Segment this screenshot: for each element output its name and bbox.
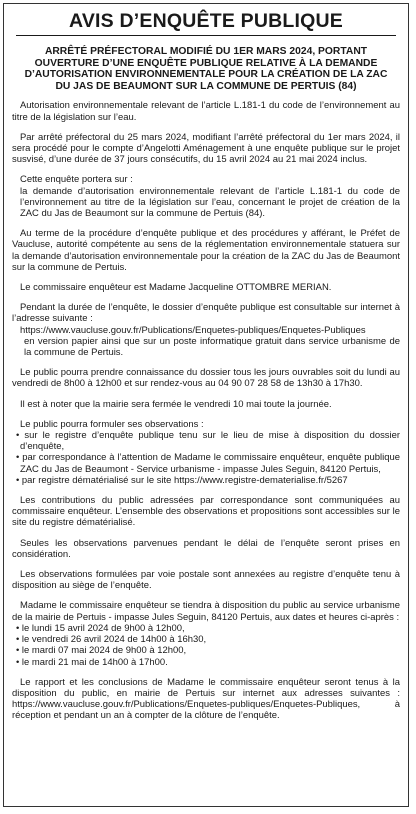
permanence-date-item: • le mardi 07 mai 2024 de 9h00 à 12h00, xyxy=(16,645,187,657)
permanence-date-item: • le mardi 21 mai de 14h00 à 17h00. xyxy=(16,656,168,668)
observation-method-item: • par registre dématérialisé sur le site https://www.registre-dematerialise.fr/5267 xyxy=(16,474,348,486)
paragraph-commissioner: Le commissaire enquêteur est Madame Jacqueline OTTOMBRE MERIAN. xyxy=(20,282,332,294)
paragraph-postal: Les observations formulées par voie postale sont annexées au registre d’enquête tenu à disposition au siège de l’enquête. xyxy=(12,569,400,592)
permanence-date-item: • le lundi 15 avril 2024 de 9h00 à 12h00, xyxy=(16,622,185,634)
paragraph-decision: Au terme de la procédure d’enquête publique et des procédures y afférant, le Préfet de Vaucluse, autorité compétente au sens de la réglementation environnementale statuera sur la demande d’autorisation environnementale pour la création de la ZAC du Jas de Beaumont sur la commune de Pertuis. xyxy=(12,228,400,273)
consultation-intro: Pendant la durée de l’enquête, le dossier d’enquête publique est consultable sur internet à l’adresse suivante : xyxy=(12,302,400,325)
paragraph-report: Le rapport et les conclusions de Madame le commissaire enquêteur seront tenus à la disposition du public, en mairie de Pertuis sur internet aux adresses suivantes : https://www.vaucluse.gouv.fr/Publications/Enquetes-publiques/Enquetes-Publiques, à réception et pendant un an à compter de la clôture de l’enquête. xyxy=(12,676,400,722)
permanence-date-item: • le vendredi 26 avril 2024 de 14h00 à 16h30, xyxy=(16,634,207,646)
decree-heading-line: ARRÊTÉ PRÉFECTORAL MODIFIÉ DU 1ER MARS 2024, PORTANT xyxy=(44,46,368,57)
paragraph-authorisation: Autorisation environnementale relevant de l’article L.181-1 du code de l’environnement au titre de la législation sur l’eau. xyxy=(12,100,400,123)
paragraph-scope xyxy=(12,174,400,219)
consultation-url-link[interactable]: https://www.vaucluse.gouv.fr/Publications/Enquetes-publiques/Enquetes-Publiques xyxy=(20,324,366,336)
scope-item: la demande d’autorisation environnementale relevant de l’article L.181-1 du code de l’environnement au titre de la législation sur l’eau, concernant le projet de création de la ZAC du Jas de Beaumont sur la commune de Pertuis (84). xyxy=(20,185,400,219)
decree-heading-line: DU JAS DE BEAUMONT SUR LA COMMUNE DE PERTUIS (84) xyxy=(55,80,357,92)
permanences-intro: Madame le commissaire enquêteur se tiendra à disposition du public au service urbanisme de la mairie de Pertuis - impasse Jules Seguin, 84120 Pertuis, aux dates et heures ci-après : xyxy=(12,600,400,623)
observation-method-item: • sur le registre d’enquête publique tenu sur le lieu de mise à disposition du dossier d’enquête, xyxy=(16,430,400,453)
observation-method-item: • par correspondance à l’attention de Madame le commissaire enquêteur, enquête publique ZAC du Jas de Beaumont - Service urbanisme - impasse Jules Seguin, 84120 Pertuis, xyxy=(16,452,400,475)
paragraph-decree: Par arrêté préfectoral du 25 mars 2024, modifiant l’arrêté préfectoral du 1er mars 2024, il sera procédé pour le compte d’Angelotti Aménagement à une enquête publique sur le projet susvisé, d’une durée de 37 jours consécutifs, du 15 avril 2024 au 21 mai 2024 inclus. xyxy=(12,131,400,166)
paragraph-contributions: Les contributions du public adressées par correspondance sont communiquées au commissaire enquêteur. L’ensemble des observations et propositions sont accessibles sur le site du registre dématérialisé. xyxy=(12,495,400,529)
observations-intro: Le public pourra formuler ses observations : xyxy=(20,418,204,430)
scope-intro: Cette enquête portera sur : xyxy=(20,174,133,186)
decree-heading xyxy=(12,46,400,92)
notice-frame xyxy=(3,3,409,807)
notice-body xyxy=(12,100,400,721)
notice-title: AVIS D’ENQUÊTE PUBLIQUE xyxy=(68,10,344,32)
paragraph-opening-hours: Le public pourra prendre connaissance du dossier tous les jours ouvrables soit du lundi au vendredi de 8h00 à 12h00 et sur rendez-vous au 04 90 07 28 58 de 13h30 à 17h30. xyxy=(12,367,400,390)
paragraph-consultation xyxy=(12,302,400,358)
paragraph-permanences xyxy=(12,600,400,667)
consultation-paper: en version papier ainsi que sur un poste informatique gratuit dans service urbanisme de la commune de Pertuis. xyxy=(24,335,400,359)
paragraph-closure: Il est à noter que la mairie sera fermée le vendredi 10 mai toute la journée. xyxy=(20,398,332,410)
paragraph-observations xyxy=(12,419,400,486)
paragraph-deadline: Seules les observations parvenues pendant le délai de l’enquête seront prises en considération. xyxy=(12,537,400,560)
title-divider xyxy=(16,35,396,36)
decree-heading-line: OUVERTURE D’UNE ENQUÊTE PUBLIQUE RELATIVE À LA DEMANDE xyxy=(34,57,378,69)
decree-heading-line: D’AUTORISATION ENVIRONNEMENTALE POUR LA CRÉATION DE LA ZAC xyxy=(24,69,388,81)
